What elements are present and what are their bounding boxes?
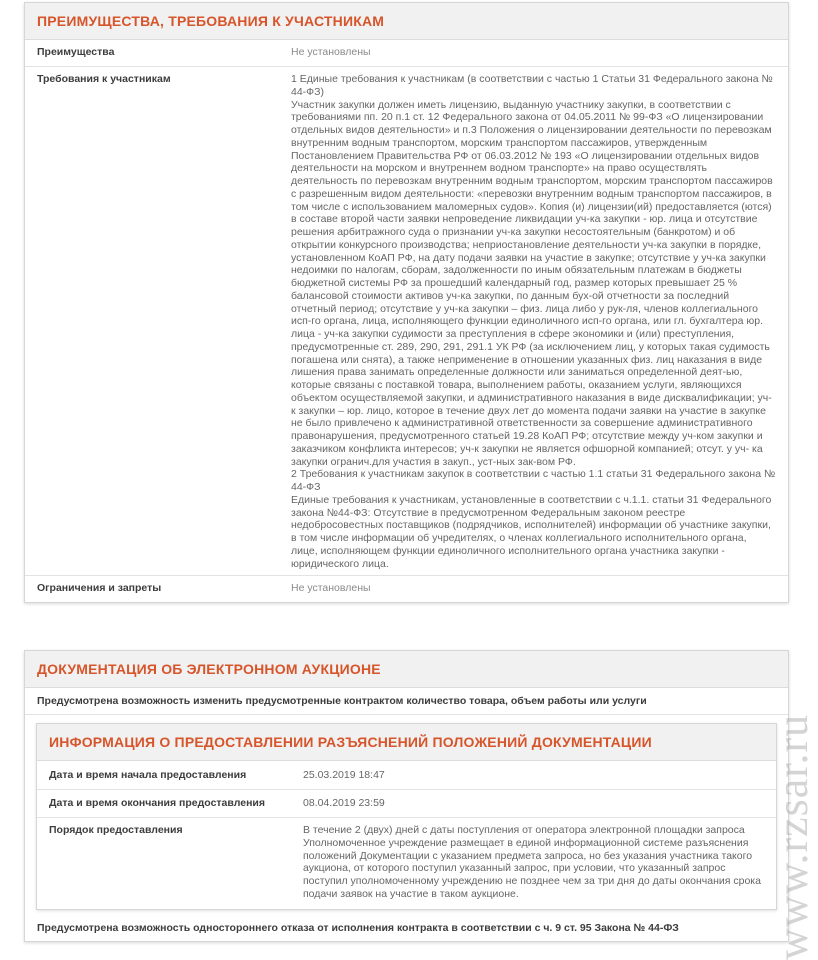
clarification-procedure-label: Порядок предоставления (49, 824, 183, 836)
clarification-end-label: Дата и время окончания предоставления (49, 797, 266, 809)
advantages-value: Не установлены (291, 46, 371, 58)
clarification-procedure-value: В течение 2 (двух) дней с даты поступления от оператора электронной площадки запроса Уполномоченное учреждение размещает в единой информационной системе разъяснения положений Документации с указанием предмета запроса, но без указания участника такого аукциона, от которого поступил указанный запрос, при условии, что указанный запрос поступил уполномоченному учреждению не позднее чем за три дня до даты окончания срока подачи заявок на участие в таком аукционе. (303, 824, 761, 900)
auction-documentation-panel (24, 650, 789, 942)
advantages-label: Преимущества (37, 46, 115, 58)
clarification-start-label: Дата и время начала предоставления (49, 769, 247, 781)
site-watermark: www.rzsar.ru (768, 713, 817, 960)
requirements-panel-title: ПРЕИМУЩЕСТВА, ТРЕБОВАНИЯ К УЧАСТНИКАМ (25, 3, 788, 40)
clarification-start-value: 25.03.2019 18:47 (303, 769, 385, 781)
participant-requirements-label: Требования к участникам (37, 73, 171, 85)
advantages-row (25, 40, 788, 67)
clarification-end-row (37, 790, 776, 818)
restrictions-row (25, 576, 788, 602)
clarification-info-title: ИНФОРМАЦИЯ О ПРЕДОСТАВЛЕНИИ РАЗЪЯСНЕНИЙ ПОЛОЖЕНИЙ ДОКУМЕНТАЦИИ (37, 724, 776, 761)
requirements-panel (24, 2, 789, 603)
restrictions-label: Ограничения и запреты (37, 582, 162, 595)
unilateral-refusal-note: Предусмотрена возможность одностороннего отказа от исполнения контракта в соответствии с ч. 9 ст. 95 Закона № 44-ФЗ (37, 921, 679, 934)
participant-requirements-row (25, 67, 788, 576)
participant-requirements-value: 1 Единые требования к участникам (в соответствии с частью 1 Статьи 31 Федерального закона № 44-ФЗ) Участник закупки должен иметь лицензию, выданную участнику закупки, в соответствии с требованиями пп. 20 п.1 ст. 12 Федерального закона от 04.05.2011 № 99-ФЗ «О лицензировании отдельных видов деятельности» и п.3 Положения о лицензировании деятельности по перевозкам внутренним водным транспортом, морским транспортом пассажиров, утвержденным Постановлением Правительства РФ от 06.03.2012 № 193 «О лицензировании отдельных видов деятельности на морском и внутреннем водном транспорте» на право осуществлять деятельность по перевозкам внутренним водным транспортом, морским транспортом пассажиров с разрешенным видом деятельности: «перевозки внутренним водным транспортом пассажиров, в том числе с использованием маломерных судов». Копия (и) лицензии(ий) предоставляется (ются) в составе второй части заявки непроведение ликвидации уч-ка закупки - юр. лица и отсутствие решения арбитражного суда о признании уч-ка закупки несостоятельным (банкротом) и об открытии конкурсного производства; неприостановление деятельности уч-ка закупки в порядке, установленном КоАП РФ, на дату подачи заявки на участие в закупке; отсутствие у уч-ка закупки недоимки по налогам, сборам, задолженности по иным обязательным платежам в бюджеты бюджетной системы РФ за прошедший календарный год, размер которых превышает 25 % балансовой стоимости активов уч-ка закупки, по данным бух-ой отчетности за последний отчетный период; отсутствие у уч-ка закупки – физ. лица либо у рук-ля, членов коллегиального исп-го органа, лица, исполняющего функции единоличного исп-го органа, или гл. бухгалтера юр. лица - уч-ка закупки судимости за преступления в сфере экономики и (или) преступления, предусмотренные ст. 289, 290, 291, 291.1 УК РФ (за исключением лиц, у которых такая судимость погашена или снята), а также неприменение в отношении указанных физ. лиц наказания в виде лишения права занимать определенные должности или заниматься определенной деят-ью, которые связаны с поставкой товара, выполнением работы, оказанием услуги, являющихся объектом осуществляемой закупки, и административного наказания в виде дисквалификации; уч-к закупки – юр. лицо, которое в течение двух лет до момента подачи заявки на участие в закупке не было привлечено к административной ответственности за совершение административного правонарушения, предусмотренного статьей 19.28 КоАП РФ; отсутствие между уч-ком закупки и заказчиком конфликта интересов; уч-к закупки не является офшорной компанией; отсут. у уч- ка закупки огранич.для участия в закуп., уст-ных зак-вом РФ. 2 Требования к участникам закупок в соответствии с частью 1.1 статьи 31 Федерального закона № 44-ФЗ Единые требования к участникам, установленные в соответствии с ч.1.1. статьи 31 Федерального закона №44-ФЗ: Отсутствие в предусмотренном Федеральным законом реестре недобросовестных поставщиков (подрядчиков, исполнителей) информации об участнике закупки, в том числе информации об учредителях, о членах коллегиального исполнительного органа, лице, исполняющем функции единоличного исполнительного органа участника закупки - юридического лица. (291, 73, 776, 570)
clarification-procedure-row (37, 818, 776, 909)
clarification-end-value: 08.04.2019 23:59 (303, 797, 385, 809)
quantity-change-note: Предусмотрена возможность изменить предусмотренные контрактом количество товара, объем работы или услуги (25, 688, 788, 715)
restrictions-value: Не установлены (291, 582, 371, 595)
auction-documentation-title: ДОКУМЕНТАЦИЯ ОБ ЭЛЕКТРОННОМ АУКЦИОНЕ (25, 651, 788, 688)
clarification-info-panel (36, 723, 777, 910)
clarification-start-row (37, 761, 776, 790)
